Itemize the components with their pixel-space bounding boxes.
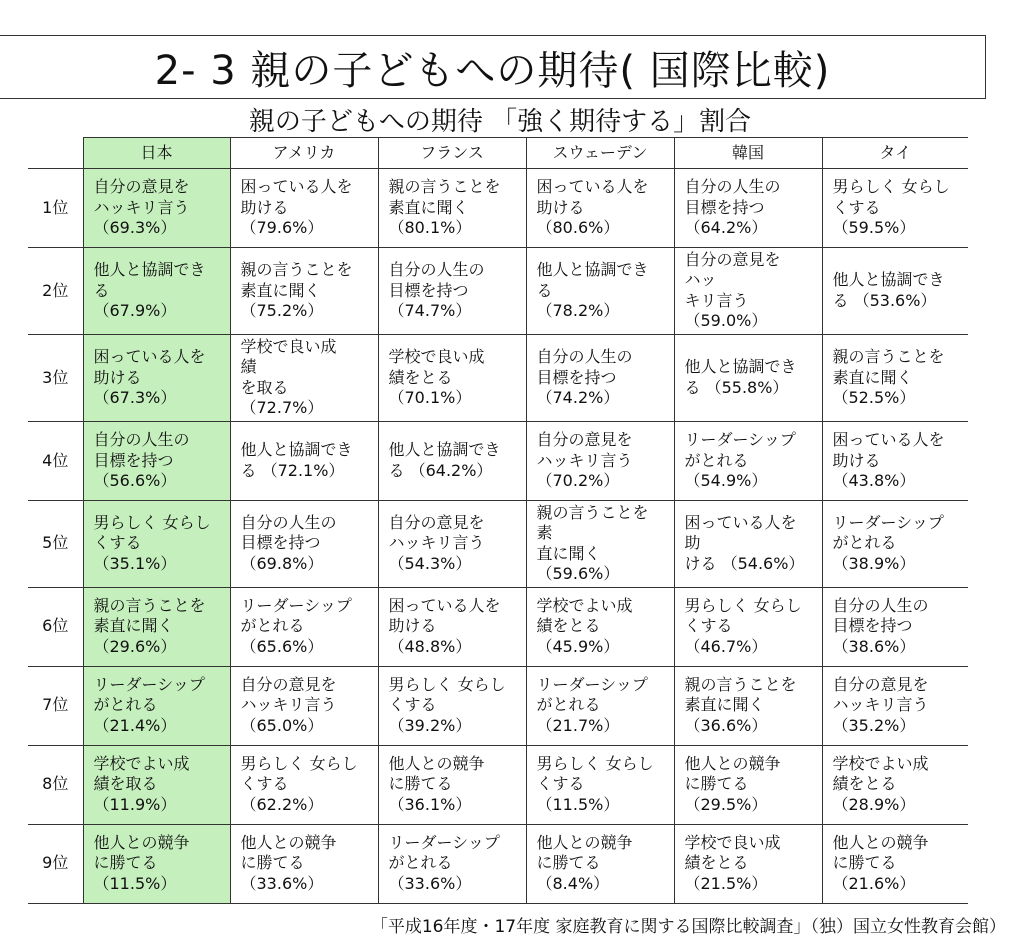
cell-text: 他人と協調でき る （53.6%） bbox=[832, 270, 945, 310]
cell-text: リーダーシップ がとれる （33.6%） bbox=[388, 832, 500, 893]
cell-text: 自分の意見を ハッキリ言う （65.0%） bbox=[240, 674, 337, 735]
rank-label: 4位 bbox=[28, 421, 83, 500]
table-row bbox=[28, 666, 968, 745]
cell-korea bbox=[674, 421, 822, 500]
cell-france bbox=[378, 745, 526, 824]
table-row bbox=[28, 824, 968, 903]
cell-text: 困っている人を 助ける （67.3%） bbox=[93, 347, 206, 408]
cell-thailand bbox=[822, 421, 968, 500]
cell-sweden bbox=[526, 745, 674, 824]
cell-sweden bbox=[526, 248, 674, 335]
rank-label: 8位 bbox=[28, 745, 83, 824]
cell-thailand bbox=[822, 824, 968, 903]
cell-text: リーダーシップ がとれる （21.4%） bbox=[93, 674, 205, 735]
cell-text: 他人との競争 に勝てる （36.1%） bbox=[388, 753, 485, 814]
cell-text: 学校で良い成 績 を取る （72.7%） bbox=[240, 336, 337, 418]
cell-text: 親の言うことを 素直に聞く （75.2%） bbox=[240, 260, 353, 321]
cell-text: 困っている人を 助 ける （54.6%） bbox=[684, 512, 805, 573]
cell-text: 困っている人を 助ける （79.6%） bbox=[240, 177, 353, 238]
cell-text: 男らしく 女らし くする （35.1%） bbox=[93, 512, 211, 573]
source-citation: 「平成16年度・17年度 家庭教育に関する国際比較調査」（独）国立女性教育会館） bbox=[370, 917, 1006, 937]
cell-text: 男らしく 女らし くする （39.2%） bbox=[388, 674, 506, 735]
cell-text: 困っている人を 助ける （48.8%） bbox=[388, 595, 501, 656]
cell-japan bbox=[83, 169, 230, 248]
table-row bbox=[28, 745, 968, 824]
cell-text: 自分の意見を ハッキリ言う （54.3%） bbox=[388, 512, 485, 573]
cell-text: 親の言うことを 素 直に聞く （59.6%） bbox=[536, 502, 649, 584]
column-header-japan: 日本 bbox=[83, 138, 230, 169]
cell-usa bbox=[230, 248, 378, 335]
table-row bbox=[28, 334, 968, 421]
cell-text: 親の言うことを 素直に聞く （52.5%） bbox=[832, 347, 945, 408]
cell-text: 自分の意見を ハッキリ言う （35.2%） bbox=[832, 674, 929, 735]
cell-usa bbox=[230, 587, 378, 666]
cell-text: 他人と協調でき る （78.2%） bbox=[536, 260, 649, 321]
table-row bbox=[28, 421, 968, 500]
cell-text: 学校でよい成 績をとる （28.9%） bbox=[832, 753, 929, 814]
column-header-usa: アメリカ bbox=[230, 138, 378, 169]
cell-usa bbox=[230, 334, 378, 421]
cell-korea bbox=[674, 169, 822, 248]
cell-text: リーダーシップ がとれる （54.9%） bbox=[684, 430, 796, 490]
cell-sweden bbox=[526, 334, 674, 421]
cell-text: 他人と協調でき る （67.9%） bbox=[93, 260, 206, 321]
cell-japan bbox=[83, 587, 230, 666]
cell-sweden bbox=[526, 587, 674, 666]
cell-thailand bbox=[822, 500, 968, 587]
cell-text: 男らしく 女らし くする （11.5%） bbox=[536, 753, 654, 814]
cell-text: 自分の人生の 目標を持つ （74.2%） bbox=[536, 347, 633, 408]
cell-text: 他人との競争 に勝てる （21.6%） bbox=[832, 832, 929, 893]
cell-korea bbox=[674, 248, 822, 335]
rank-label: 5位 bbox=[28, 500, 83, 587]
corner-cell bbox=[28, 138, 83, 169]
cell-usa bbox=[230, 421, 378, 500]
cell-korea bbox=[674, 824, 822, 903]
ranking-table bbox=[28, 137, 968, 904]
cell-text: 親の言うことを 素直に聞く （36.6%） bbox=[684, 674, 797, 735]
cell-text: 他人との競争 に勝てる （33.6%） bbox=[240, 832, 337, 893]
cell-text: 他人と協調でき る （55.8%） bbox=[684, 357, 797, 397]
cell-sweden bbox=[526, 169, 674, 248]
cell-thailand bbox=[822, 587, 968, 666]
cell-korea bbox=[674, 666, 822, 745]
table-row bbox=[28, 500, 968, 587]
cell-sweden bbox=[526, 500, 674, 587]
cell-korea bbox=[674, 587, 822, 666]
cell-text: 学校で良い成 績をとる （70.1%） bbox=[388, 347, 485, 408]
column-header-sweden: スウェーデン bbox=[526, 138, 674, 169]
cell-text: 他人と協調でき る （64.2%） bbox=[388, 440, 501, 480]
cell-japan bbox=[83, 745, 230, 824]
cell-thailand bbox=[822, 745, 968, 824]
cell-usa bbox=[230, 745, 378, 824]
cell-text: 男らしく 女らし くする （62.2%） bbox=[240, 753, 358, 814]
cell-france bbox=[378, 500, 526, 587]
cell-sweden bbox=[526, 421, 674, 500]
cell-text: 他人との競争 に勝てる （8.4%） bbox=[536, 832, 633, 893]
cell-text: 自分の人生の 目標を持つ （69.8%） bbox=[240, 512, 337, 573]
cell-text: 他人と協調でき る （72.1%） bbox=[240, 440, 353, 480]
cell-thailand bbox=[822, 169, 968, 248]
rank-label: 1位 bbox=[28, 169, 83, 248]
cell-japan bbox=[83, 500, 230, 587]
table-row bbox=[28, 248, 968, 335]
cell-france bbox=[378, 421, 526, 500]
cell-text: 親の言うことを 素直に聞く （80.1%） bbox=[388, 177, 501, 238]
cell-thailand bbox=[822, 334, 968, 421]
cell-france bbox=[378, 334, 526, 421]
cell-france bbox=[378, 169, 526, 248]
cell-text: 男らしく 女らし くする （59.5%） bbox=[832, 177, 950, 238]
cell-japan bbox=[83, 248, 230, 335]
cell-text: 困っている人を 助ける （80.6%） bbox=[536, 177, 649, 238]
cell-sweden bbox=[526, 666, 674, 745]
cell-japan bbox=[83, 666, 230, 745]
cell-text: 学校でよい成 績を取る （11.9%） bbox=[93, 753, 190, 814]
rank-label: 9位 bbox=[28, 824, 83, 903]
rank-label: 7位 bbox=[28, 666, 83, 745]
cell-korea bbox=[674, 500, 822, 587]
cell-france bbox=[378, 666, 526, 745]
cell-japan bbox=[83, 421, 230, 500]
rank-label: 6位 bbox=[28, 587, 83, 666]
cell-text: 学校でよい成 績をとる （45.9%） bbox=[536, 595, 633, 656]
cell-thailand bbox=[822, 666, 968, 745]
cell-text: 他人との競争 に勝てる （29.5%） bbox=[684, 753, 781, 814]
cell-text: 親の言うことを 素直に聞く （29.6%） bbox=[93, 595, 206, 656]
cell-text: 男らしく 女らし くする （46.7%） bbox=[684, 595, 802, 656]
cell-text: リーダーシップ がとれる （65.6%） bbox=[240, 595, 352, 656]
cell-france bbox=[378, 248, 526, 335]
cell-text: 自分の人生の 目標を持つ （56.6%） bbox=[93, 430, 190, 490]
cell-text: リーダーシップ がとれる （38.9%） bbox=[832, 512, 944, 573]
cell-korea bbox=[674, 745, 822, 824]
cell-usa bbox=[230, 666, 378, 745]
column-header-thailand: タイ bbox=[822, 138, 968, 169]
cell-france bbox=[378, 587, 526, 666]
cell-sweden bbox=[526, 824, 674, 903]
rank-label: 3位 bbox=[28, 334, 83, 421]
rank-label: 2位 bbox=[28, 248, 83, 335]
page-title: 2- 3 親の子どもへの期待( 国際比較) bbox=[0, 35, 986, 99]
cell-text: 困っている人を 助ける （43.8%） bbox=[832, 430, 945, 490]
cell-text: 自分の人生の 目標を持つ （74.7%） bbox=[388, 260, 485, 321]
cell-japan bbox=[83, 824, 230, 903]
cell-text: 自分の意見を ハッ キリ言う （59.0%） bbox=[684, 250, 781, 331]
cell-korea bbox=[674, 334, 822, 421]
cell-text: 自分の意見を ハッキリ言う （70.2%） bbox=[536, 430, 633, 490]
cell-france bbox=[378, 824, 526, 903]
cell-text: 学校で良い成 績をとる （21.5%） bbox=[684, 832, 781, 893]
cell-text: 他人との競争 に勝てる （11.5%） bbox=[93, 832, 190, 893]
cell-text: 自分の人生の 目標を持つ （64.2%） bbox=[684, 177, 781, 238]
cell-japan bbox=[83, 334, 230, 421]
cell-usa bbox=[230, 824, 378, 903]
cell-usa bbox=[230, 169, 378, 248]
table-subtitle: 親の子どもへの期待 「強く期待する」割合 bbox=[248, 107, 752, 137]
table-row bbox=[28, 587, 968, 666]
cell-text: 自分の意見を ハッキリ言う （69.3%） bbox=[93, 177, 190, 238]
column-header-france: フランス bbox=[378, 138, 526, 169]
header-row bbox=[28, 138, 968, 169]
table-row bbox=[28, 169, 968, 248]
cell-thailand bbox=[822, 248, 968, 335]
cell-text: リーダーシップ がとれる （21.7%） bbox=[536, 674, 648, 735]
cell-text: 自分の人生の 目標を持つ （38.6%） bbox=[832, 595, 929, 656]
cell-usa bbox=[230, 500, 378, 587]
column-header-korea: 韓国 bbox=[674, 138, 822, 169]
